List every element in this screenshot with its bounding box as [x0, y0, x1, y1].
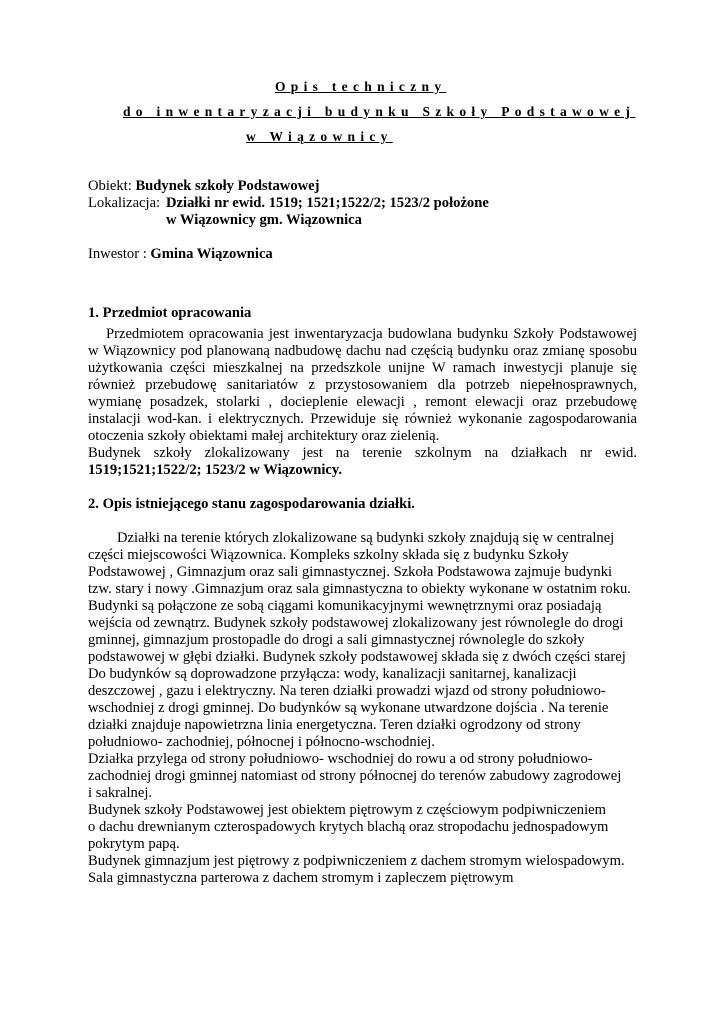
inwestor-row	[88, 246, 273, 263]
section2-line: działki znajduje napowietrzna linia energetyczna. Teren działki ogrodzony od strony	[88, 717, 581, 733]
section2-line: deszczowej , gazu i elektryczny. Na teren działki prowadzi wjazd od strony południowo-	[88, 683, 606, 699]
section1-heading: 1. Przedmiot opracowania	[88, 305, 252, 321]
inwestor-value: Gmina Wiązownica	[150, 246, 273, 262]
section2-line: Podstawowej , Gimnazjum oraz sali gimnastycznej. Szkoła Podstawowa zajmuje budynki	[88, 564, 613, 580]
section2-line: Budynek szkoły Podstawowej jest obiektem piętrowym z częściowym podpiwniczeniem	[88, 802, 606, 818]
section1-line: użytkowania części mieszkalnej na przedszkole unijne W ramach inwestycji planuje się	[88, 360, 637, 376]
section2-line: i sakralnej.	[88, 785, 153, 801]
section2-line: o dachu drewnianym czterospadowych krytych blachą oraz stropodachu jednospadowym	[88, 819, 609, 835]
section2-line: podstawowej w głębi działki. Budynek szkoły podstawowej składa się z dwóch części starej	[88, 649, 626, 665]
lokalizacja-label: Lokalizacja:	[88, 195, 161, 211]
section1-line: również przebudowę sanitariatów z przystosowaniem dla potrzeb niepełnosprawnych,	[88, 377, 637, 393]
section2-line: części miejscowości Wiązownica. Kompleks szkolny składa się z budynku Szkoły	[88, 547, 569, 563]
lokalizacja-value-2: w Wiązownicy gm. Wiązownica	[166, 212, 362, 228]
section1-line: w Wiązownicy pod planowaną nadbudowę dachu nad częścią budynku oraz zmianę sposobu	[88, 343, 637, 359]
obiekt-row	[88, 178, 320, 195]
inwestor-label: Inwestor :	[88, 246, 151, 262]
section1-line: Budynek szkoły zlokalizowany jest na terenie szkolnym na działkach nr ewid.	[88, 445, 637, 461]
section1-line: wymianę posadzek, stolarki , docieplenie elewacji , remont elewacji oraz przebudowę	[88, 394, 637, 410]
section1-line: otoczenia szkoły obiektami małej architektury oraz zielenią.	[88, 428, 440, 444]
section2-line: pokrytym papą.	[88, 836, 180, 852]
section2-line: Sala gimnastyczna parterowa z dachem stromym i zapleczem piętrowym	[88, 870, 514, 886]
title-line-1: Opis techniczny	[275, 79, 447, 94]
section2-heading: 2. Opis istniejącego stanu zagospodarowania działki.	[88, 496, 415, 512]
section1-line: Przedmiotem opracowania jest inwentaryzacja budowlana budynku Szkoły Podstawowej	[106, 326, 637, 342]
section2-line: Działka przylega od strony południowo- wschodniej do rowu a od strony południowo-	[88, 751, 593, 767]
section2-line: gminnej, gimnazjum prostopadle do drogi a sali gimnastycznej równolegle do szkoły	[88, 632, 585, 648]
section2-line: wejścia od zewnątrz. Budynek szkoły podstawowej zlokalizowany jest równolegle do drogi	[88, 615, 624, 631]
section2-line: południowo- zachodniej, północnej i północno-wschodniej.	[88, 734, 435, 750]
obiekt-label: Obiekt:	[88, 178, 136, 194]
lokalizacja-row	[88, 195, 489, 212]
obiekt-value: Budynek szkoły Podstawowej	[135, 178, 320, 194]
lokalizacja-value-1: Działki nr ewid. 1519; 1521;1522/2; 1523/2 położone	[166, 195, 489, 211]
section1-line: instalacji wod-kan. i elektrycznych. Przewiduje się również wykonanie zagospodarowania	[88, 411, 637, 427]
section2-line: tzw. stary i nowy .Gimnazjum oraz sala gimnastyczna to obiekty wykonane w ostatnim roku.	[88, 581, 631, 597]
section2-line: wschodniej z drogi gminnej. Do budynków są wykonane utwardzone dojścia . Na terenie	[88, 700, 609, 716]
title-line-2: do inwentaryzacji budynku Szkoły Podstawowej	[123, 104, 636, 119]
title-line-3: w Wiązownicy	[246, 129, 393, 144]
section2-line: zachodniej drogi gminnej natomiast od strony północnej do terenów zabudowy zagrodowej	[88, 768, 622, 784]
section2-line: Budynki są połączone ze sobą ciągami komunikacyjnymi wewnętrznymi oraz posiadają	[88, 598, 602, 614]
section2-line: Budynek gimnazjum jest piętrowy z podpiwniczeniem z dachem stromym wielospadowym.	[88, 853, 625, 869]
section2-line: Do budynków są doprowadzone przyłącza: wody, kanalizacji sanitarnej, kanalizacji	[88, 666, 577, 682]
section1-line: 1519;1521;1522/2; 1523/2 w Wiązownicy.	[88, 462, 343, 478]
section2-line: Działki na terenie których zlokalizowane są budynki szkoły znajdują się w centralnej	[117, 530, 615, 546]
